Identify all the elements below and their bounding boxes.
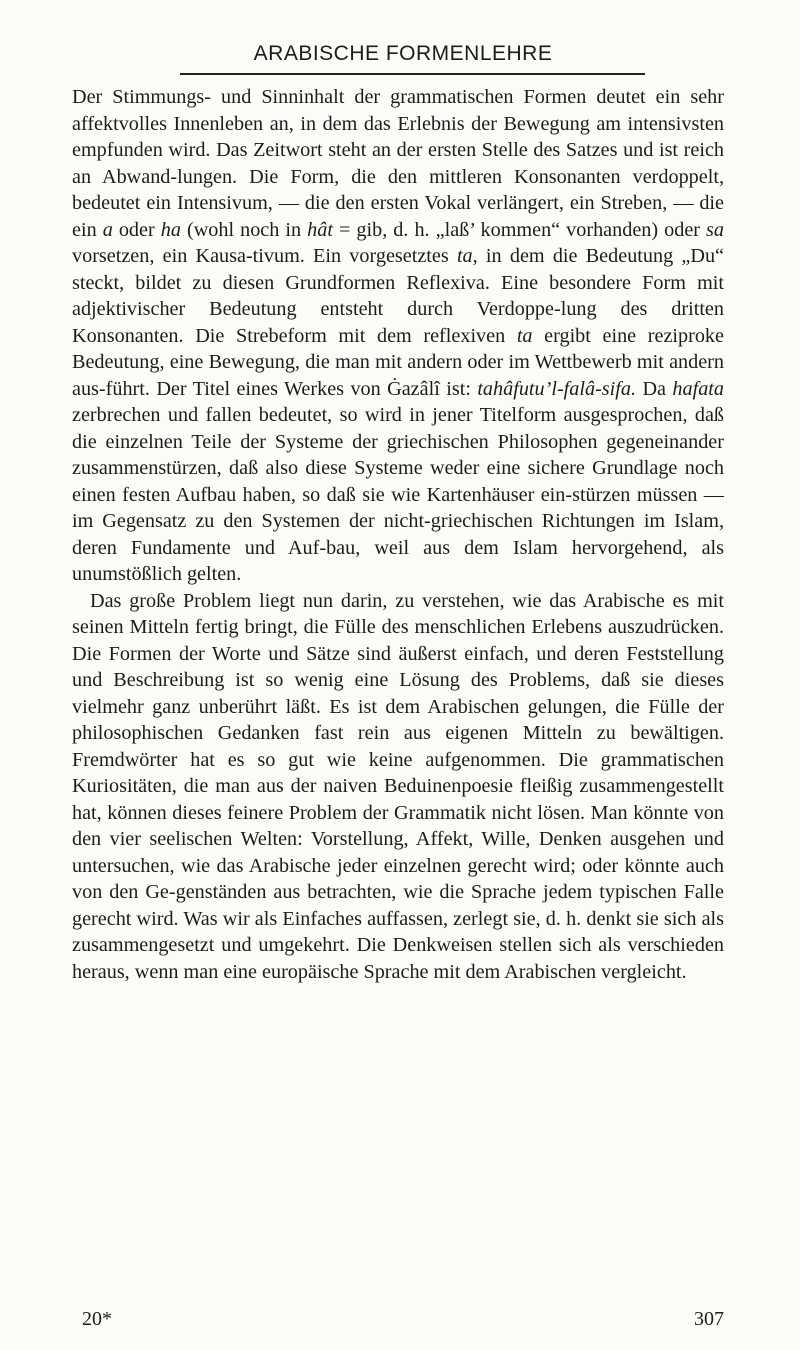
running-head: ARABISCHE FORMENLEHRE	[253, 42, 553, 65]
italic-term: sa	[706, 218, 724, 241]
italic-term: hafata	[672, 377, 724, 400]
italic-term: a	[102, 218, 113, 241]
italic-term: ta	[516, 324, 533, 347]
body-text	[72, 84, 724, 985]
text-run: = gib, d. h. „laß’ kommen“ vorhanden) oder	[332, 218, 707, 241]
text-run: zerbrechen und fallen bedeutet, so wird in jener Titelform ausgesprochen, daß die einzelnen Teile der Systeme der griechischen Philosophen gegeneinander zusammenstürzen, daß also diese Systeme weder eine sichere Grundlage noch einen festen Aufbau haben, so daß sie wie Kartenhäuser ein-stürzen müssen — im Gegensatz zu den Systemen der nicht-griechischen Richtungen im Islam, deren Fundamente und Auf-bau, weil aus dem Islam hervorgehend, als unumstößlich gelten.	[72, 404, 724, 585]
text-run: Da	[636, 377, 673, 400]
header-rule	[180, 73, 645, 75]
text-run: ergibt eine reziproke Bedeutung, eine Bewegung, die man mit andern oder im Wettbewerb mit andern aus-führt. Der Titel eines Werkes von Ġazâlî ist:	[72, 324, 724, 400]
italic-term: ha	[160, 218, 181, 241]
text-run: oder	[112, 218, 161, 241]
page-footer	[72, 1308, 724, 1338]
italic-term: hât	[307, 218, 333, 241]
printer-signature: 20*	[82, 1308, 112, 1330]
paragraph-1	[72, 84, 724, 588]
text-run: Das große Problem liegt nun darin, zu verstehen, wie das Arabische es mit seinen Mitteln fertig bringt, die Fülle des menschlichen Erlebens auszudrücken. Die Formen der Worte und Sätze sind äußerst einfach, und deren Feststellung und Beschreibung ist so wenig eine Lösung des Problems, daß sie dieses vielmehr ganz unberührt läßt. Es ist dem Arabischen gelungen, die Fülle der philosophischen Gedanken fast rein aus eigenen Mitteln zu bewältigen. Fremdwörter hat es so gut wie keine aufgenommen. Die grammatischen Kuriositäten, die man aus der naiven Beduinenpoesie fleißig zusammengestellt hat, können dieses feinere Problem der Grammatik nicht lösen. Man könnte von den vier seelischen Welten: Vorstellung, Affekt, Wille, Denken ausgehen und untersuchen, wie das Arabische jeder einzelnen gerecht wird; oder könnte auch von den Ge-genständen aus betrachten, wie die Sprache jedem typischen Falle gerecht wird. Was wir als Einfaches auffassen, zerlegt sie, d. h. denkt sie sich als zusammengesetzt und umgekehrt. Die Denkweisen stellen sich als verschieden heraus, wenn man eine europäische Sprache mit dem Arabischen vergleicht.	[72, 589, 724, 983]
italic-term: tahâfutu’l-falâ-sifa.	[477, 377, 637, 400]
document-page	[72, 40, 724, 1330]
text-run: Der Stimmungs- und Sinninhalt der grammatischen Formen deutet ein sehr affektvolles Innenleben an, in dem das Erlebnis der Bewegung am intensivsten empfunden wird. Das Zeitwort steht an der ersten Stelle des Satzes und ist reich an Abwand-lungen. Die Form, die den mittleren Konsonanten verdoppelt, bedeutet ein Intensivum, — die den ersten Vokal verlängert, ein Streben, — die ein	[72, 86, 724, 241]
text-run: (wohl noch in	[180, 218, 308, 241]
italic-term: ta	[456, 245, 473, 267]
text-run: , in dem die Bedeutung „Du“ steckt, bildet zu diesen Grundformen Reflexiva. Eine besondere Form mit adjektivischer Bedeutung entsteht durch Verdoppe-lung des dritten Konsonanten. Die Strebeform mit dem reflexiven	[72, 245, 724, 347]
paragraph-2	[72, 588, 724, 986]
text-run: vorsetzen, ein Kausa-tivum. Ein vorgesetztes	[72, 245, 457, 267]
page-number: 307	[694, 1308, 724, 1330]
